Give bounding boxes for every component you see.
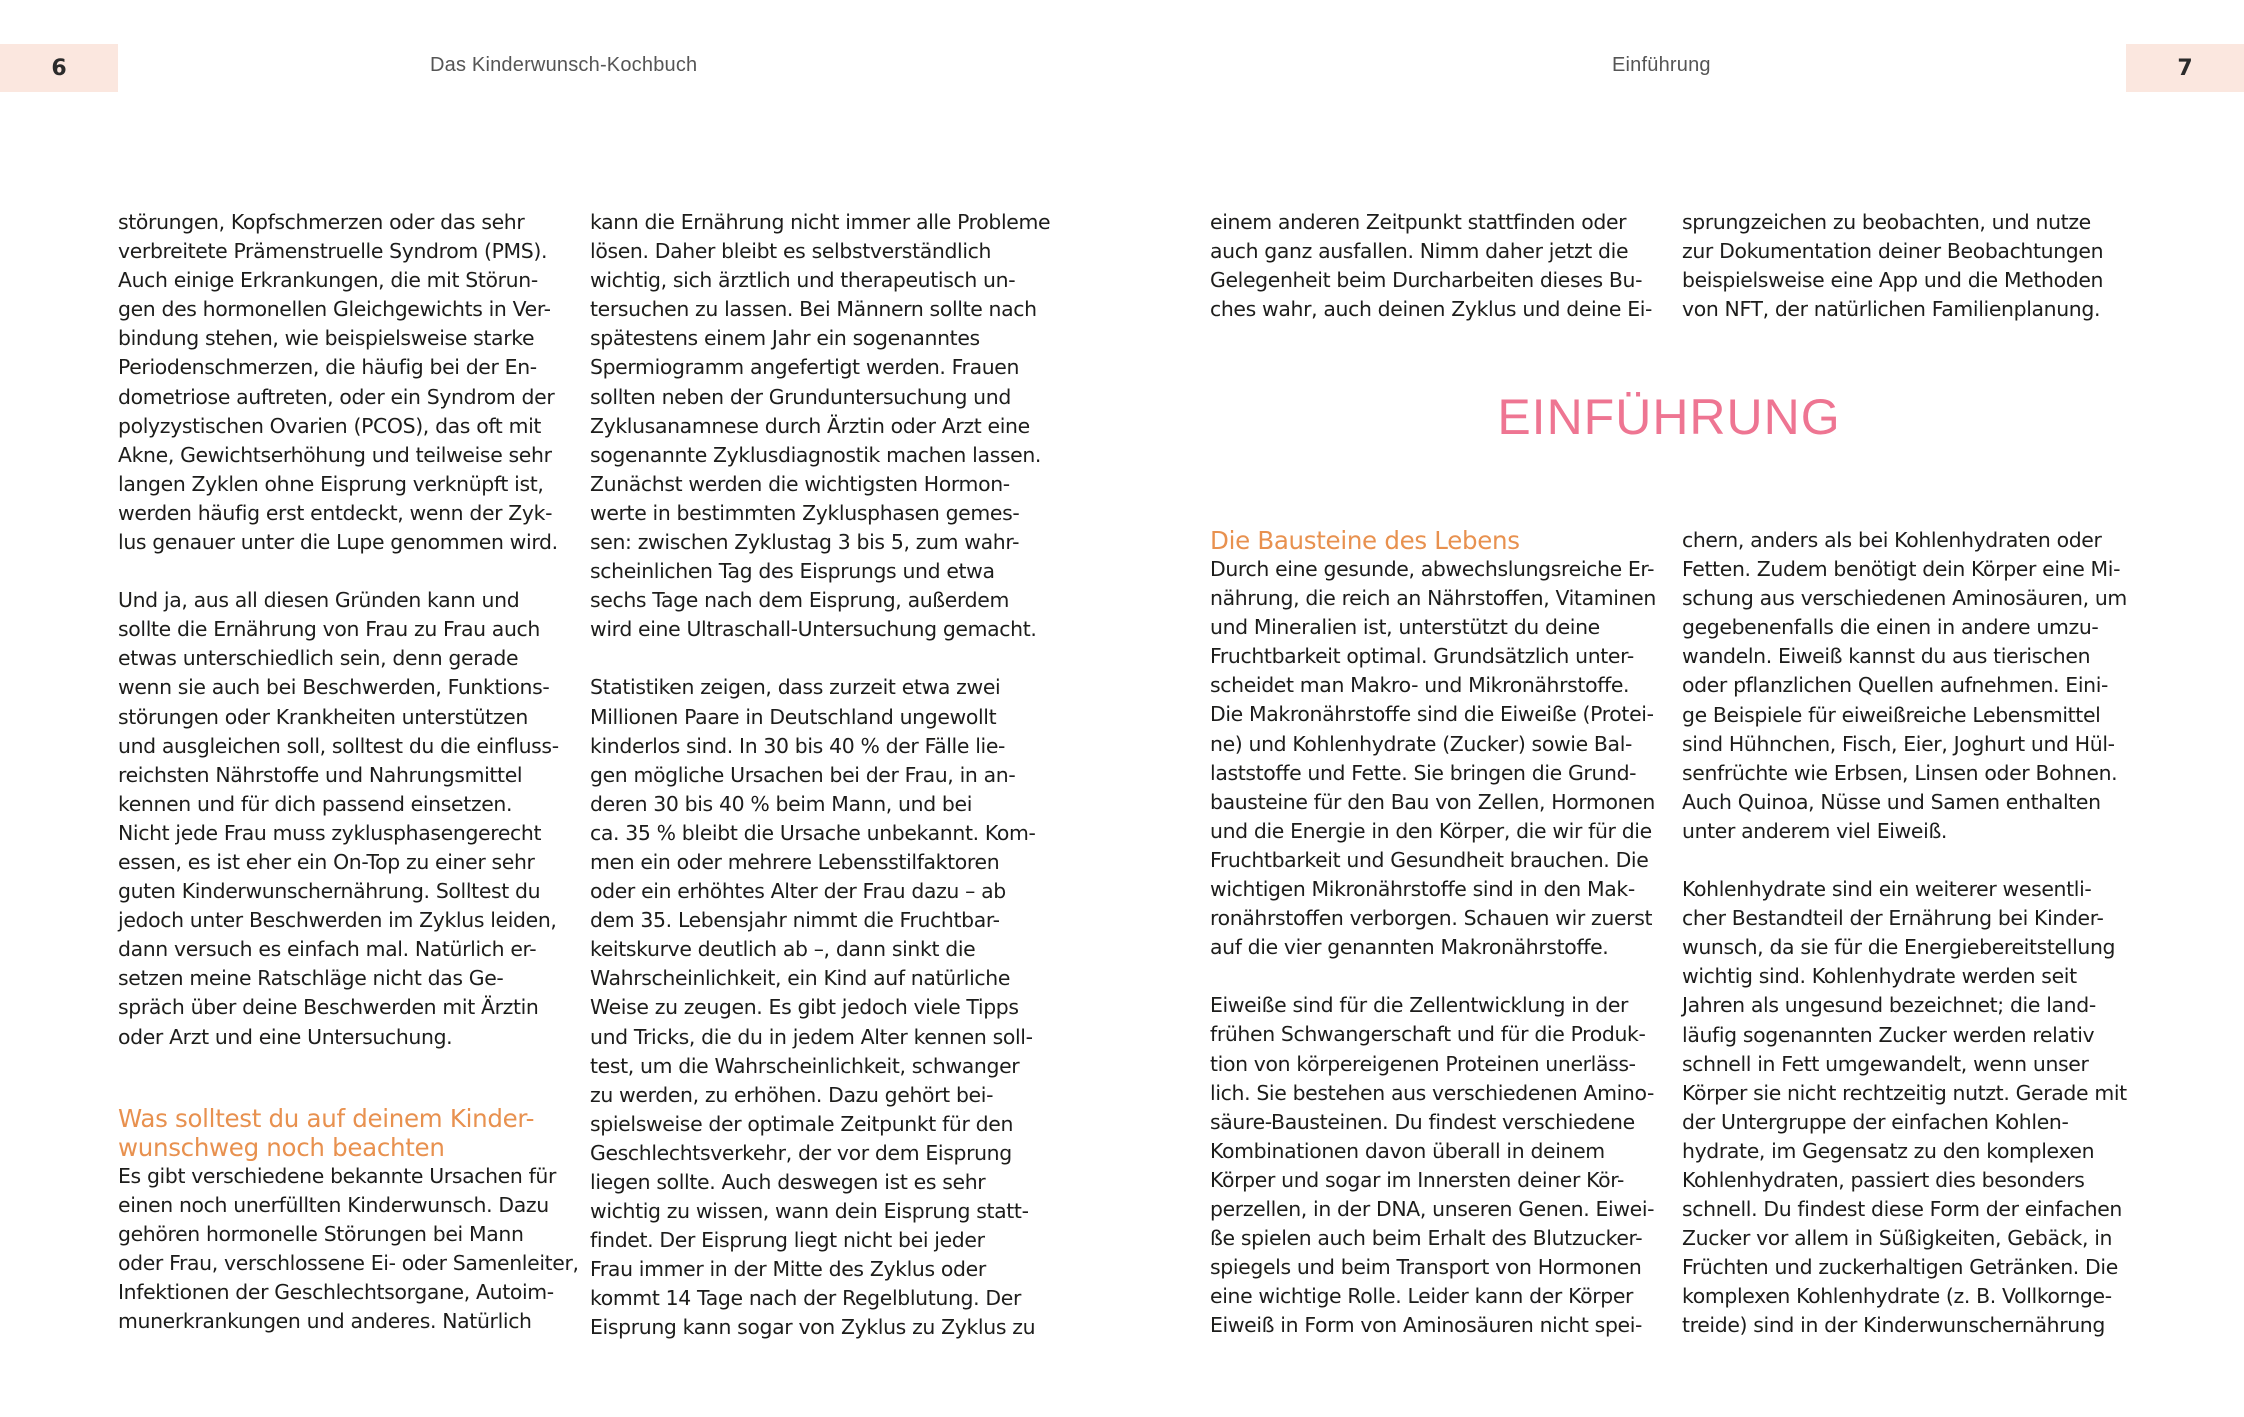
text-line: hydrate, im Gegensatz zu den komplexen [1682,1138,2095,1163]
text-line: Nicht jede Frau muss zyklusphasengerecht [118,820,542,845]
text-line: Akne, Gewichtserhöhung und teilweise sehr [118,442,552,467]
text-line: Auch Quinoa, Nüsse und Samen enthalten [1682,789,2101,814]
text-line: deren 30 bis 40 % beim Mann, und bei [590,791,973,816]
text-line: Und ja, aus all diesen Gründen kann und [118,588,520,613]
text-line: senfrüchte wie Erbsen, Linsen oder Bohnen. [1682,760,2118,785]
text-line: munerkrankungen und anderes. Natürlich [118,1309,532,1334]
text-line: spiegels und beim Transport von Hormonen [1210,1255,1642,1280]
text-line: spräch über deine Beschwerden mit Ärztin [118,995,539,1020]
text-line: Körper und sogar im Innersten deiner Kör- [1210,1167,1625,1192]
text-line: auf die vier genannten Makronährstoffe. [1210,935,1609,960]
text-line: einen noch unerfüllten Kinderwunsch. Dazu [118,1192,549,1217]
text-line: frühen Schwangerschaft und für die Produk- [1210,1022,1646,1047]
text-line: läufig sogenannten Zucker werden relativ [1682,1022,2095,1047]
text-line: oder pflanzlichen Quellen aufnehmen. Eini- [1682,673,2109,698]
text-line: liegen sollte. Auch deswegen ist es sehr [590,1170,986,1194]
text-line: schung aus verschiedenen Aminosäuren, um [1682,586,2127,611]
text-line: unter anderem viel Eiweiß. [1682,818,1948,843]
text-line: Statistiken zeigen, dass zurzeit etwa zwei [590,675,1001,700]
text-line: gen mögliche Ursachen bei der Frau, in an- [590,762,1016,787]
left-page-column-1 [118,208,579,1336]
text-line: sogenannte Zyklusdiagnostik machen lassen. [590,442,1042,467]
text-line: wenn sie auch bei Beschwerden, Funktions- [118,675,550,700]
text-line: Was solltest du auf deinem Kinder- [118,1103,535,1133]
text-line: dem 35. Lebensjahr nimmt die Fruchtbar- [590,908,1000,933]
text-line: oder ein erhöhtes Alter der Frau dazu – ab [590,879,1006,904]
text-line: ca. 35 % bleibt die Ursache unbekannt. Kom- [590,820,1036,845]
page-number-left: 6 [0,44,118,92]
text-line: Infektionen der Geschlechtsorgane, Autoim- [118,1280,554,1304]
text-line: keitskurve deutlich ab –, dann sinkt die [590,937,976,962]
text-line: von NFT, der natürlichen Familienplanung. [1682,297,2101,322]
text-line: scheidet man Makro- und Mikronährstoffe. [1210,673,1630,698]
paragraph [1682,526,2127,846]
text-line: kommt 14 Tage nach der Regelblutung. Der [590,1286,1021,1311]
text-line: nährung, die reich an Nährstoffen, Vitaminen [1210,586,1656,611]
text-line: wichtigen Mikronährstoffe sind in den Mak- [1210,877,1635,902]
text-line: chern, anders als bei Kohlenhydraten oder [1682,528,2102,552]
text-line: Gelegenheit beim Durcharbeiten dieses Bu- [1210,268,1643,293]
text-line: scheinlichen Tag des Eisprungs und etwa [590,559,995,584]
text-line: wichtig zu wissen, wann dein Eisprung statt- [590,1199,1029,1224]
text-line: sollten neben der Grunduntersuchung und [590,384,1011,409]
text-line: laststoffe und Fette. Sie bringen die Grund- [1210,760,1637,785]
text-line: tersuchen zu lassen. Bei Männern sollte nach [590,297,1037,322]
text-line: jedoch unter Beschwerden im Zyklus leiden, [118,908,557,933]
text-line: Fetten. Zudem benötigt dein Körper eine Mi- [1682,557,2121,582]
text-line: beispielsweise eine App und die Methoden [1682,268,2104,293]
text-line: Auch einige Erkrankungen, die mit Störun- [118,268,538,293]
text-line: tion von körpereigenen Proteinen unerläss- [1210,1051,1636,1076]
text-line: Millionen Paare in Deutschland ungewollt [590,704,997,729]
text-line: gehören hormonelle Störungen bei Mann [118,1221,524,1246]
text-line: oder Frau, verschlossene Ei- oder Samenleiter, [118,1250,579,1275]
text-line: essen, es ist eher ein On-Top zu einer sehr [118,849,535,874]
paragraph [118,1162,579,1337]
running-head-left: Das Kinderwunsch-Kochbuch [430,54,698,76]
text-line: wichtig sind. Kohlenhydrate werden seit [1682,964,2077,989]
text-line: säure-Bausteinen. Du findest verschiedene [1210,1109,1635,1134]
text-line: zur Dokumentation deiner Beobachtungen [1682,239,2104,264]
text-line: oder Arzt und eine Untersuchung. [118,1024,453,1049]
text-line: komplexen Kohlenhydrate (z. B. Vollkornge- [1682,1284,2112,1309]
text-line: auch ganz ausfallen. Nimm daher jetzt die [1210,239,1629,264]
text-line: Kohlenhydrate sind ein weiterer wesentli- [1682,877,2092,902]
text-line: wunschweg noch beachten [118,1132,445,1162]
text-line: bausteine für den Bau von Zellen, Hormonen [1210,789,1655,814]
running-head-right: Einführung [1612,54,1711,76]
text-line: und Mineralien ist, unterstützt du deine [1210,615,1600,640]
text-line: zu werden, zu erhöhen. Dazu gehört bei- [590,1082,994,1107]
text-line: Zunächst werden die wichtigsten Hormon- [590,471,1010,496]
text-line: Es gibt verschiedene bekannte Ursachen für [118,1163,557,1188]
text-line: spielsweise der optimale Zeitpunkt für den [590,1111,1014,1136]
right-page-column-1-body [1210,526,1655,1340]
text-line: test, um die Wahrscheinlichkeit, schwanger [590,1053,1020,1078]
text-line: bindung stehen, wie beispielsweise starke [118,326,535,351]
paragraph [590,673,1035,1342]
text-line: Eiweiß in Form von Aminosäuren nicht spei- [1210,1313,1643,1338]
text-line: langen Zyklen ohne Eisprung verknüpft ist, [118,471,544,496]
text-line: störungen oder Krankheiten unterstützen [118,704,528,729]
right-page-column-2 [1682,208,2127,324]
paragraph [1682,208,2127,324]
text-line: schnell in Fett umgewandelt, wenn unser [1682,1051,2089,1076]
paragraph [118,586,563,1052]
text-line: ne) und Kohlenhydrate (Zucker) sowie Bal- [1210,731,1633,756]
section-heading: Die Bausteine des Lebens [1210,526,1520,555]
text-line: Eiweiße sind für die Zellentwicklung in der [1210,993,1629,1018]
page-number-right: 7 [2126,44,2244,92]
text-line: reichsten Nährstoffe und Nahrungsmittel [118,762,523,787]
text-line: Fruchtbarkeit und Gesundheit brauchen. Die [1210,847,1649,872]
text-line: wandeln. Eiweiß kannst du aus tierischen [1682,644,2091,669]
text-line: dann versuch es einfach mal. Natürlich er- [118,937,537,962]
text-line: wichtig, sich ärztlich und therapeutisch un- [590,268,1016,293]
text-line: treide) sind in der Kinderwunschernährung [1682,1313,2105,1338]
text-line: Kombinationen davon überall in deinem [1210,1138,1605,1163]
paragraph [118,208,563,557]
text-line: Zyklusanamnese durch Ärztin oder Arzt eine [590,413,1030,438]
text-line: Geschlechtsverkehr, der vor dem Eisprung [590,1140,1012,1165]
text-line: kennen und für dich passend einsetzen. [118,791,513,816]
text-line: einem anderen Zeitpunkt stattfinden oder [1210,210,1627,234]
text-line: Kohlenhydraten, passiert dies besonders [1682,1167,2085,1192]
text-line: setzen meine Ratschläge nicht das Ge- [118,966,504,991]
text-line: Zucker vor allem in Süßigkeiten, Gebäck, in [1682,1226,2113,1251]
text-line: Spermiogramm angefertigt werden. Frauen [590,355,1020,380]
paragraph [1682,875,2127,1341]
text-line: men ein oder mehrere Lebensstilfaktoren [590,849,1000,874]
text-line: Fruchtbarkeit optimal. Grundsätzlich unter- [1210,644,1634,669]
text-line: werden häufig erst entdeckt, wenn der Zyk- [118,500,553,525]
text-line: sind Hühnchen, Fisch, Eier, Joghurt und Hül- [1682,731,2115,756]
paragraph [1210,208,1655,324]
text-line: cher Bestandteil der Ernährung bei Kinder- [1682,906,2104,931]
text-line: ße spielen auch beim Erhalt des Blutzucker- [1210,1226,1643,1251]
text-line: perzellen, in der DNA, unseren Genen. Eiwei- [1210,1196,1655,1221]
text-line: sollte die Ernährung von Frau zu Frau auch [118,617,540,642]
text-line: lösen. Daher bleibt es selbstverständlich [590,239,992,264]
paragraph [1210,555,1655,962]
text-line: Jahren als ungesund bezeichnet; die land- [1682,993,2096,1018]
text-line: lus genauer unter die Lupe genommen wird. [118,530,558,555]
text-line: Wahrscheinlichkeit, ein Kind auf natürliche [590,966,1011,991]
text-line: eine wichtige Rolle. Leider kann der Körper [1210,1284,1634,1309]
text-line: sechs Tage nach dem Eisprung, außerdem [590,588,1009,613]
text-line: ge Beispiele für eiweißreiche Lebensmittel [1682,702,2101,727]
chapter-title: EINFÜHRUNG [1497,389,1841,445]
text-line: dometriose auftreten, oder ein Syndrom der [118,384,555,409]
text-line: ronährstoffen verborgen. Schauen wir zuerst [1210,906,1653,931]
text-line: Früchten und zuckerhaltigen Getränken. Die [1682,1255,2118,1280]
text-line: wird eine Ultraschall-Untersuchung gemacht. [590,617,1037,642]
text-line: polyzystischen Ovarien (PCOS), das oft mit [118,413,542,438]
paragraph [590,208,1051,644]
text-line: und die Energie in den Körper, die wir für die [1210,818,1652,843]
text-line: etwas unterschiedlich sein, denn gerade [118,646,519,671]
text-line: verbreitete Prämenstruelle Syndrom (PMS). [118,239,548,264]
text-line: wunsch, da sie für die Energiebereitstellung [1682,935,2116,960]
text-line: ches wahr, auch deinen Zyklus und deine Ei- [1210,297,1653,322]
text-line: Körper sie nicht rechtzeitig nutzt. Gerade mit [1682,1080,2127,1105]
text-line: findet. Der Eisprung liegt nicht bei jeder [590,1228,985,1253]
text-line: sprungzeichen zu beobachten, und nutze [1682,210,2091,234]
text-line: guten Kinderwunschernährung. Solltest du [118,879,541,904]
left-page-column-2 [590,208,1051,1343]
text-line: lich. Sie bestehen aus verschiedenen Amino- [1210,1080,1654,1105]
right-page-column-1 [1210,208,1655,324]
text-line: sen: zwischen Zyklustag 3 bis 5, zum wahr- [590,530,1020,555]
text-line: Die Makronährstoffe sind die Eiweiße (Protei- [1210,702,1654,727]
text-line: Eisprung kann sogar von Zyklus zu Zyklus zu [590,1315,1036,1340]
text-line: der Untergruppe der einfachen Kohlen- [1682,1109,2069,1134]
text-line: gegebenenfalls die einen in andere umzu- [1682,615,2099,640]
section-heading [118,1104,563,1162]
text-line: und Tricks, die du in jedem Alter kennen soll- [590,1024,1033,1049]
text-line: Weise zu zeugen. Es gibt jedoch viele Tipps [590,995,1019,1020]
text-line: gen des hormonellen Gleichgewichts in Ver- [118,297,551,322]
text-line: spätestens einem Jahr ein sogenanntes [590,326,980,351]
right-page-column-2-body [1682,526,2127,1341]
text-line: und ausgleichen soll, solltest du die einfluss- [118,733,559,758]
text-line: werte in bestimmten Zyklusphasen gemes- [590,500,1020,525]
text-line: störungen, Kopfschmerzen oder das sehr [118,210,525,234]
paragraph [1210,991,1655,1340]
text-line: Periodenschmerzen, die häufig bei der En- [118,355,537,380]
text-line: Durch eine gesunde, abwechslungsreiche Er- [1210,557,1655,581]
text-line: schnell. Du findest diese Form der einfachen [1682,1197,2122,1222]
text-line: kann die Ernährung nicht immer alle Probleme [590,210,1051,234]
text-line: Frau immer in der Mitte des Zyklus oder [590,1257,986,1282]
text-line: kinderlos sind. In 30 bis 40 % der Fälle lie- [590,733,1006,758]
